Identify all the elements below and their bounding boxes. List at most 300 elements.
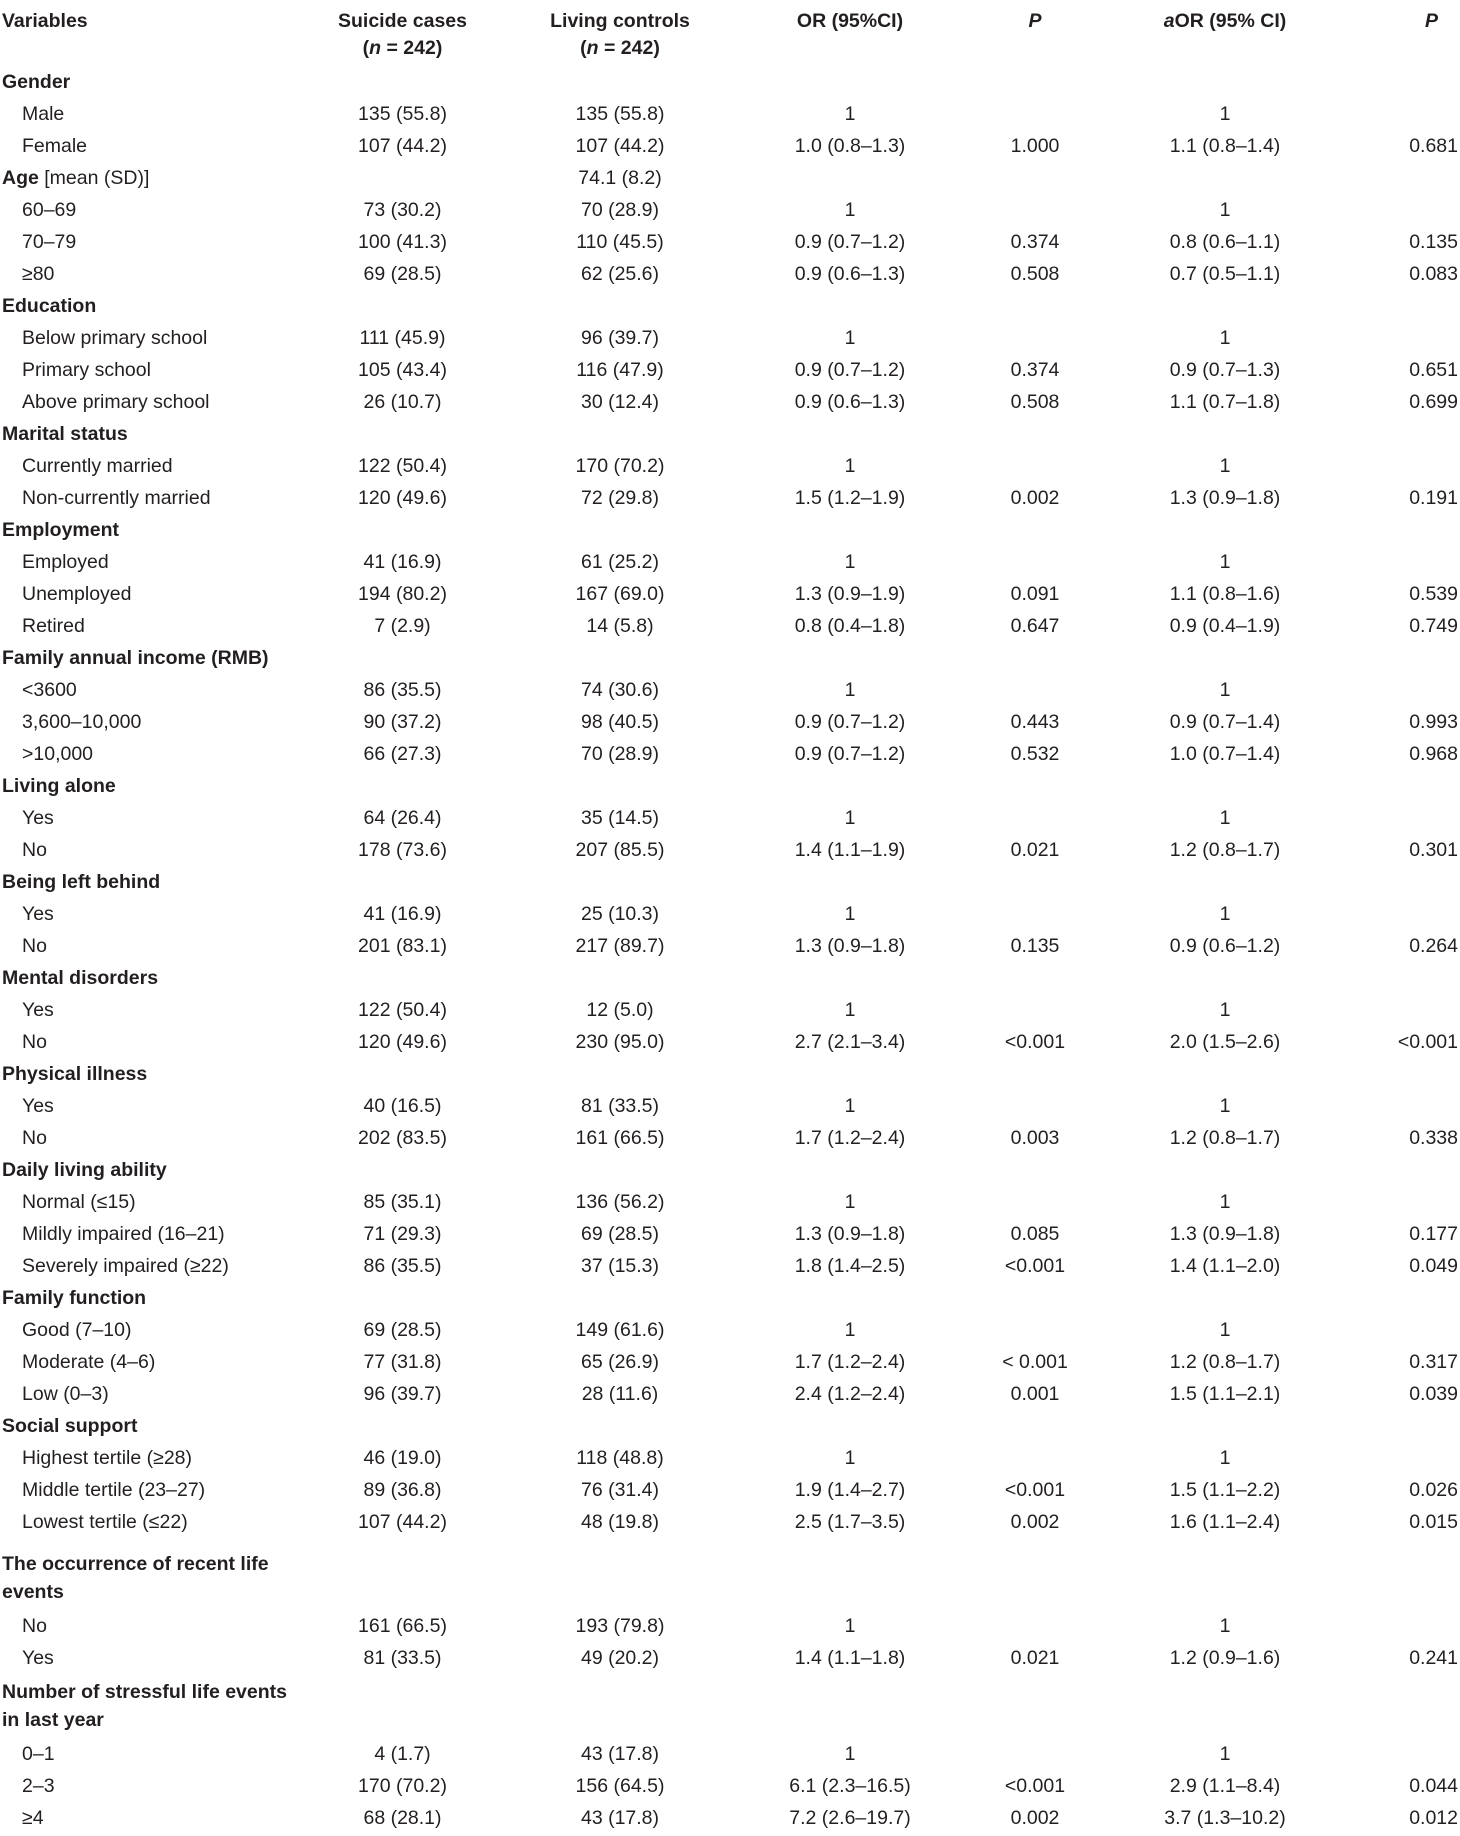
or-cell: 7.2 (2.6–19.7) (789, 1807, 911, 1829)
controls-cell: 49 (20.2) (580, 1647, 660, 1669)
group-p-value-cell (965, 68, 1105, 100)
or-cell: 1 (844, 103, 856, 125)
group-controls-cell (505, 1412, 735, 1444)
controls-cell: 35 (14.5) (580, 807, 660, 829)
row-label: Male (22, 103, 65, 125)
cases-cell: 71 (29.3) (363, 1223, 442, 1245)
controls-cell: 170 (70.2) (575, 455, 665, 477)
table-row (0, 1380, 1460, 1412)
group-label (0, 1060, 300, 1092)
aor-cell: 1.0 (0.7–1.4) (1169, 743, 1281, 765)
or-cell: 1.9 (1.4–2.7) (794, 1479, 906, 1501)
group-or-cell (735, 772, 965, 804)
controls-cell: 72 (29.8) (580, 487, 660, 509)
p-value-cell: 0.085 (1010, 1223, 1060, 1245)
adjusted-p-cell: 0.191 (1409, 487, 1458, 509)
aor-cell: 1.1 (0.8–1.4) (1169, 135, 1281, 157)
controls-cell: 193 (79.8) (575, 1615, 665, 1637)
table-row (0, 1348, 1460, 1380)
adjusted-p-cell (1345, 676, 1460, 708)
group-cases-cell (300, 292, 505, 324)
group-controls-cell (505, 644, 735, 676)
or-cell: 1.3 (0.9–1.9) (794, 583, 906, 605)
aor-cell: 1 (1219, 455, 1231, 477)
group-aor-cell (1105, 516, 1345, 548)
table-row (0, 196, 1460, 228)
group-row (0, 1060, 1460, 1092)
cases-cell: 135 (55.8) (358, 103, 447, 125)
row-label: Yes (22, 1095, 54, 1117)
header-living-controls (505, 2, 735, 68)
group-label (0, 1676, 300, 1740)
aor-cell: 1.2 (0.8–1.7) (1169, 1351, 1281, 1373)
row-label: Good (7–10) (22, 1319, 132, 1341)
group-p-value-cell (965, 1412, 1105, 1444)
aor-cell: 1 (1219, 1191, 1231, 1213)
cases-cell: 194 (80.2) (358, 583, 447, 605)
header-aor (1105, 2, 1345, 68)
group-label (0, 292, 300, 324)
cases-cell: 68 (28.1) (363, 1807, 442, 1829)
controls-cell: 98 (40.5) (580, 711, 660, 733)
adjusted-p-cell (1345, 324, 1460, 356)
cases-cell: 73 (30.2) (363, 199, 442, 221)
controls-cell: 135 (55.8) (575, 103, 665, 125)
group-controls-cell (505, 1284, 735, 1316)
header-suicide-cases (300, 2, 505, 68)
aor-cell: 1 (1219, 903, 1231, 925)
group-adjusted-p-cell (1345, 964, 1460, 996)
adjusted-p-cell: 0.015 (1409, 1511, 1458, 1533)
group-name: Living alone (2, 775, 116, 797)
group-cases-cell (300, 964, 505, 996)
row-label: Female (22, 135, 88, 157)
p-value-cell (965, 1092, 1105, 1124)
header-or: OR (95%CI) (796, 10, 904, 32)
cases-cell: 90 (37.2) (363, 711, 442, 733)
row-label: Middle tertile (23–27) (22, 1479, 206, 1501)
adjusted-p-cell: 0.968 (1409, 743, 1458, 765)
aor-cell: 0.8 (0.6–1.1) (1169, 231, 1281, 253)
controls-cell: 61 (25.2) (580, 551, 660, 573)
row-label: No (22, 1615, 47, 1637)
adjusted-p-cell (1345, 1740, 1460, 1772)
table-row (0, 1740, 1460, 1772)
adjusted-p-cell: 0.264 (1409, 935, 1458, 957)
adjusted-p-cell: 0.681 (1409, 135, 1458, 157)
group-cases-cell (300, 1548, 505, 1612)
controls-cell: 28 (11.6) (581, 1383, 659, 1405)
p-value-cell (965, 804, 1105, 836)
or-cell: 0.8 (0.4–1.8) (794, 615, 906, 637)
group-adjusted-p-cell (1345, 868, 1460, 900)
or-cell: 0.9 (0.7–1.2) (794, 231, 906, 253)
p-value-cell: 0.002 (1010, 1807, 1060, 1829)
cases-cell: 178 (73.6) (358, 839, 447, 861)
group-name: Family function (2, 1287, 147, 1309)
controls-cell: 76 (31.4) (580, 1479, 660, 1501)
adjusted-p-cell (1345, 1316, 1460, 1348)
group-controls-cell (505, 1060, 735, 1092)
row-label: Currently married (22, 455, 173, 477)
row-label: 0–1 (22, 1743, 55, 1765)
group-cases-cell (300, 420, 505, 452)
or-cell: 1 (844, 679, 856, 701)
table-row (0, 1444, 1460, 1476)
row-label: ≥80 (22, 263, 55, 285)
cases-cell: 122 (50.4) (358, 999, 447, 1021)
group-p-value-cell (965, 1676, 1105, 1740)
cases-cell: 120 (49.6) (358, 1031, 447, 1053)
table-row (0, 1188, 1460, 1220)
group-row (0, 1412, 1460, 1444)
or-cell: 1 (844, 199, 856, 221)
or-cell: 1 (844, 327, 856, 349)
group-or-cell (735, 68, 965, 100)
group-aor-cell (1105, 1412, 1345, 1444)
aor-cell: 1.5 (1.1–2.2) (1169, 1479, 1281, 1501)
row-label: Retired (22, 615, 85, 637)
group-adjusted-p-cell (1345, 1060, 1460, 1092)
table-row (0, 1476, 1460, 1508)
group-cases-cell (300, 1060, 505, 1092)
group-controls-cell (505, 68, 735, 100)
group-name: Marital status (2, 423, 128, 445)
cases-cell: 202 (83.5) (358, 1127, 447, 1149)
p-value-cell (965, 1188, 1105, 1220)
or-cell: 1.4 (1.1–1.9) (794, 839, 906, 861)
group-adjusted-p-cell (1345, 1676, 1460, 1740)
aor-cell: 0.9 (0.6–1.2) (1169, 935, 1281, 957)
header-controls-n: (n = 242) (580, 37, 660, 59)
controls-cell: 161 (66.5) (575, 1127, 665, 1149)
cases-cell: 89 (36.8) (363, 1479, 442, 1501)
table-row (0, 452, 1460, 484)
group-label (0, 164, 300, 196)
row-label: Unemployed (22, 583, 132, 605)
group-name-extra: [mean (SD)] (38, 167, 150, 189)
group-row (0, 964, 1460, 996)
adjusted-p-cell: 0.317 (1409, 1351, 1458, 1373)
aor-cell: 1 (1219, 1743, 1231, 1765)
cases-cell: 4 (1.7) (374, 1743, 431, 1765)
aor-cell: 1.2 (0.8–1.7) (1169, 839, 1281, 861)
aor-cell: 0.9 (0.7–1.3) (1169, 359, 1281, 381)
or-cell: 0.9 (0.7–1.2) (794, 743, 906, 765)
row-label: Highest tertile (≥28) (22, 1447, 193, 1469)
aor-cell: 3.7 (1.3–10.2) (1164, 1807, 1286, 1829)
controls-cell: 118 (48.8) (576, 1447, 664, 1469)
controls-cell: 149 (61.6) (575, 1319, 665, 1341)
row-label: 2–3 (22, 1775, 55, 1797)
group-label (0, 1156, 300, 1188)
adjusted-p-cell: 0.012 (1409, 1807, 1458, 1829)
or-cell: 1 (844, 1743, 856, 1765)
table-row (0, 612, 1460, 644)
controls-cell: 96 (39.7) (580, 327, 660, 349)
group-adjusted-p-cell (1345, 292, 1460, 324)
p-value-cell (965, 1612, 1105, 1644)
group-name: Daily living ability (2, 1159, 167, 1181)
or-cell: 1.0 (0.8–1.3) (794, 135, 906, 157)
group-name: Social support (2, 1415, 138, 1437)
controls-cell: 167 (69.0) (575, 583, 665, 605)
or-cell: 1.5 (1.2–1.9) (794, 487, 906, 509)
group-or-cell (735, 292, 965, 324)
row-label: Above primary school (22, 391, 210, 413)
controls-cell: 156 (64.5) (575, 1775, 665, 1797)
cases-cell: 64 (26.4) (363, 807, 442, 829)
p-value-cell: 1.000 (1010, 135, 1060, 157)
p-value-cell (965, 900, 1105, 932)
controls-cell: 30 (12.4) (580, 391, 660, 413)
group-aor-cell (1105, 68, 1345, 100)
group-or-cell (735, 644, 965, 676)
table-row (0, 228, 1460, 260)
controls-cell: 116 (47.9) (576, 359, 664, 381)
cases-cell: 122 (50.4) (358, 455, 447, 477)
row-label: Moderate (4–6) (22, 1351, 156, 1373)
group-label (0, 68, 300, 100)
group-aor-cell (1105, 644, 1345, 676)
cases-cell: 46 (19.0) (363, 1447, 442, 1469)
group-controls-cell (505, 1548, 735, 1612)
group-row (0, 1548, 1460, 1612)
group-cases-cell (300, 1156, 505, 1188)
controls-cell: 12 (5.0) (586, 999, 654, 1021)
table-row (0, 100, 1460, 132)
table-header (0, 2, 1460, 68)
adjusted-p-cell (1345, 1444, 1460, 1476)
group-name: Education (2, 295, 97, 317)
group-row (0, 292, 1460, 324)
controls-cell: 48 (19.8) (580, 1511, 660, 1533)
aor-cell: 0.7 (0.5–1.1) (1169, 263, 1281, 285)
table-row (0, 900, 1460, 932)
row-label: Below primary school (22, 327, 208, 349)
group-controls-cell (505, 1156, 735, 1188)
row-label: Low (0–3) (22, 1383, 109, 1405)
group-aor-cell (1105, 1156, 1345, 1188)
table-row (0, 1316, 1460, 1348)
cases-cell: 86 (35.5) (363, 679, 442, 701)
table-row (0, 804, 1460, 836)
aor-cell: 1.5 (1.1–2.1) (1169, 1383, 1281, 1405)
group-or-cell (735, 1548, 965, 1612)
cases-cell: 66 (27.3) (363, 743, 442, 765)
adjusted-p-cell: 0.039 (1409, 1383, 1458, 1405)
controls-cell: 136 (56.2) (575, 1191, 665, 1213)
row-label: 60–69 (22, 199, 77, 221)
row-label: Yes (22, 999, 54, 1021)
group-label (0, 964, 300, 996)
group-aor-cell (1105, 1676, 1345, 1740)
adjusted-p-cell (1345, 100, 1460, 132)
row-label: ≥4 (22, 1807, 44, 1829)
group-aor-cell (1105, 292, 1345, 324)
p-value-cell: 0.508 (1010, 391, 1060, 413)
table-row (0, 548, 1460, 580)
group-or-cell (735, 868, 965, 900)
group-controls-cell (505, 292, 735, 324)
group-label (0, 868, 300, 900)
header-adjusted-p-label: P (1424, 10, 1438, 32)
group-name: The occurrence of recent life events (2, 1553, 269, 1603)
row-label: Yes (22, 903, 54, 925)
table-row (0, 740, 1460, 772)
row-label: Lowest tertile (≤22) (22, 1511, 188, 1533)
table-row (0, 132, 1460, 164)
row-label: No (22, 1031, 47, 1053)
group-aor-cell (1105, 772, 1345, 804)
p-value-cell: 0.374 (1010, 359, 1060, 381)
aor-cell: 1.2 (0.8–1.7) (1169, 1127, 1281, 1149)
p-value-cell: 0.002 (1010, 487, 1060, 509)
adjusted-p-cell (1345, 196, 1460, 228)
or-cell: 0.9 (0.6–1.3) (794, 391, 906, 413)
adjusted-p-cell: 0.083 (1409, 263, 1458, 285)
table-row (0, 1220, 1460, 1252)
adjusted-p-cell: 0.135 (1409, 231, 1458, 253)
or-cell: 1 (844, 807, 856, 829)
adjusted-p-cell (1345, 804, 1460, 836)
row-label: Yes (22, 807, 54, 829)
aor-cell: 1 (1219, 551, 1231, 573)
group-adjusted-p-cell (1345, 164, 1460, 196)
table-row (0, 260, 1460, 292)
or-cell: 1 (844, 1447, 856, 1469)
p-value-cell: 0.532 (1010, 743, 1060, 765)
or-cell: 2.4 (1.2–2.4) (794, 1383, 906, 1405)
group-row (0, 164, 1460, 196)
controls-cell: 207 (85.5) (575, 839, 665, 861)
p-value-cell: <0.001 (1004, 1479, 1066, 1501)
group-controls-cell (505, 1676, 735, 1740)
or-cell: 6.1 (2.3–16.5) (789, 1775, 911, 1797)
group-aor-cell (1105, 420, 1345, 452)
header-p-label: P (1028, 10, 1042, 32)
row-label: 70–79 (22, 231, 77, 253)
row-label: Employed (22, 551, 109, 573)
or-cell: 1 (844, 551, 856, 573)
controls-cell: 43 (17.8) (580, 1807, 660, 1829)
cases-cell: 170 (70.2) (358, 1775, 447, 1797)
cases-cell: 107 (44.2) (358, 135, 447, 157)
adjusted-p-cell: 0.177 (1409, 1223, 1458, 1245)
adjusted-p-cell: 0.241 (1409, 1647, 1458, 1669)
group-p-value-cell (965, 1156, 1105, 1188)
header-cases-label: Suicide cases (338, 10, 467, 32)
table-row (0, 1772, 1460, 1804)
row-label: Mildly impaired (16–21) (22, 1223, 225, 1245)
group-or-cell (735, 420, 965, 452)
header-p (965, 2, 1105, 68)
row-label: Severely impaired (≥22) (22, 1255, 229, 1277)
p-value-cell: <0.001 (1004, 1255, 1066, 1277)
row-label: Yes (22, 1647, 54, 1669)
controls-cell: 74 (30.6) (580, 679, 660, 701)
group-row (0, 1284, 1460, 1316)
group-name: Gender (2, 71, 71, 93)
cases-cell: 161 (66.5) (358, 1615, 447, 1637)
p-value-cell: 0.443 (1010, 711, 1060, 733)
group-p-value-cell (965, 516, 1105, 548)
aor-cell: 1 (1219, 679, 1231, 701)
p-value-cell: <0.001 (1004, 1775, 1066, 1797)
group-or-cell (735, 964, 965, 996)
row-label: Primary school (22, 359, 151, 381)
aor-cell: 2.0 (1.5–2.6) (1169, 1031, 1281, 1053)
group-name: Family annual income (RMB) (2, 647, 269, 669)
p-value-cell (965, 324, 1105, 356)
group-aor-cell (1105, 1060, 1345, 1092)
group-row (0, 516, 1460, 548)
group-p-value-cell (965, 964, 1105, 996)
or-cell: 0.9 (0.7–1.2) (794, 711, 906, 733)
group-or-cell (735, 164, 965, 196)
aor-cell: 1 (1219, 1447, 1231, 1469)
adjusted-p-cell: <0.001 (1397, 1031, 1458, 1053)
p-value-cell (965, 1740, 1105, 1772)
table-row (0, 324, 1460, 356)
cases-cell: 111 (45.9) (359, 327, 446, 349)
aor-cell: 1.3 (0.9–1.8) (1169, 487, 1281, 509)
or-cell: 1.4 (1.1–1.8) (794, 1647, 906, 1669)
controls-cell: 217 (89.7) (575, 935, 665, 957)
p-value-cell: 0.374 (1010, 231, 1060, 253)
cases-cell: 105 (43.4) (358, 359, 447, 381)
controls-cell: 230 (95.0) (575, 1031, 665, 1053)
cases-cell: 69 (28.5) (363, 1319, 442, 1341)
row-label: No (22, 1127, 47, 1149)
adjusted-p-cell: 0.993 (1409, 711, 1458, 733)
or-cell: 1.8 (1.4–2.5) (794, 1255, 906, 1277)
group-p-value-cell (965, 292, 1105, 324)
group-adjusted-p-cell (1345, 1156, 1460, 1188)
table-row (0, 1252, 1460, 1284)
group-row (0, 772, 1460, 804)
group-aor-cell (1105, 164, 1345, 196)
group-name: Physical illness (2, 1063, 148, 1085)
group-aor-cell (1105, 868, 1345, 900)
group-label (0, 644, 300, 676)
p-value-cell: 0.002 (1010, 1511, 1060, 1533)
cases-cell: 96 (39.7) (363, 1383, 442, 1405)
controls-cell: 81 (33.5) (580, 1095, 660, 1117)
or-cell: 0.9 (0.6–1.3) (794, 263, 906, 285)
group-p-value-cell (965, 1548, 1105, 1612)
group-row (0, 868, 1460, 900)
cases-cell: 107 (44.2) (358, 1511, 447, 1533)
row-label: 3,600–10,000 (22, 711, 142, 733)
adjusted-p-cell (1345, 452, 1460, 484)
group-name: Age (2, 167, 39, 189)
p-value-cell (965, 196, 1105, 228)
cases-cell: 85 (35.1) (363, 1191, 442, 1213)
or-cell: 1 (844, 903, 856, 925)
adjusted-p-cell: 0.338 (1409, 1127, 1458, 1149)
or-cell: 1 (844, 1615, 856, 1637)
header-adjusted-p (1345, 2, 1460, 68)
table-row (0, 708, 1460, 740)
table-row (0, 484, 1460, 516)
adjusted-p-cell: 0.651 (1409, 359, 1458, 381)
p-value-cell: < 0.001 (1002, 1351, 1068, 1373)
group-p-value-cell (965, 420, 1105, 452)
group-cases-cell (300, 516, 505, 548)
group-label (0, 516, 300, 548)
row-label: Normal (≤15) (22, 1191, 136, 1213)
